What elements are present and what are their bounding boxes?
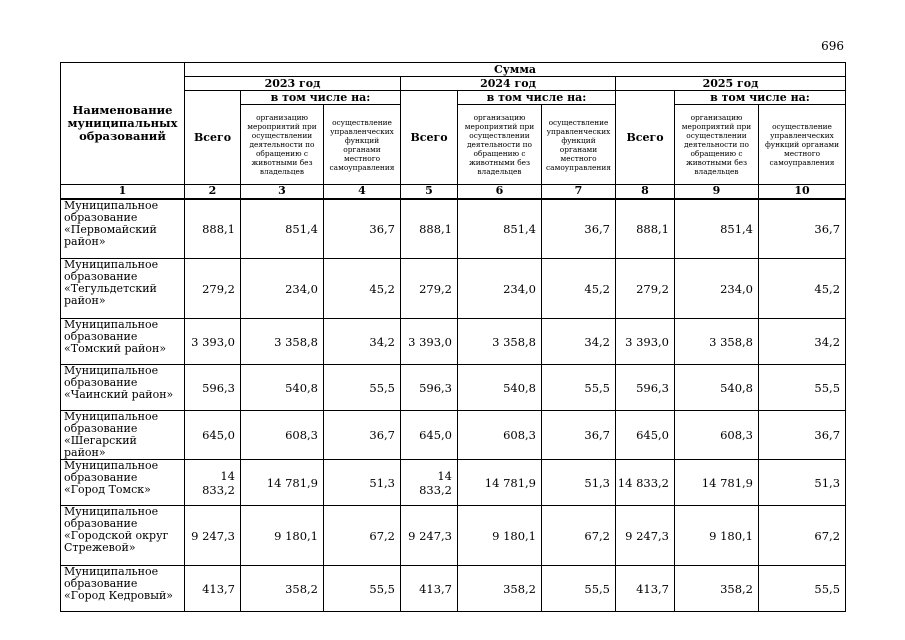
sum-header: Сумма [185,63,846,77]
amount-cell: 67,2 [542,506,616,566]
amount-cell: 851,4 [458,199,542,259]
column-number: 1 [61,185,185,199]
amount-cell: 36,7 [324,411,401,460]
amount-cell: 540,8 [241,365,324,411]
municipality-name: Муниципальное образование «Томский район» [61,319,185,365]
amount-cell: 234,0 [675,259,759,319]
amount-cell: 888,1 [401,199,458,259]
amount-cell: 645,0 [616,411,675,460]
table-row [61,566,846,612]
amount-cell: 34,2 [324,319,401,365]
subheader-management: осуществление управленческих функций органами местного самоуправления [759,105,846,185]
column-number: 9 [675,185,759,199]
table-row [61,319,846,365]
amount-cell: 851,4 [675,199,759,259]
amount-cell: 645,0 [185,411,241,460]
amount-cell: 14 781,9 [241,460,324,506]
amount-cell: 9 247,3 [401,506,458,566]
table-row [61,259,846,319]
amount-cell: 55,5 [324,566,401,612]
amount-cell: 55,5 [759,365,846,411]
amount-cell: 279,2 [185,259,241,319]
amount-cell: 358,2 [241,566,324,612]
amount-cell: 413,7 [401,566,458,612]
amount-cell: 234,0 [241,259,324,319]
amount-cell: 596,3 [616,365,675,411]
amount-cell: 3 393,0 [185,319,241,365]
including-header: в том числе на: [458,91,616,105]
amount-cell: 234,0 [458,259,542,319]
municipality-name: Муниципальное образование «Город Кедровый» [61,566,185,612]
column-number: 3 [241,185,324,199]
amount-cell: 51,3 [759,460,846,506]
amount-cell: 55,5 [324,365,401,411]
column-number: 7 [542,185,616,199]
amount-cell: 9 180,1 [675,506,759,566]
municipality-name: Муниципальное образование «Чаинский район» [61,365,185,411]
amount-cell: 9 180,1 [458,506,542,566]
amount-cell: 36,7 [542,411,616,460]
amount-cell: 34,2 [759,319,846,365]
amount-cell: 888,1 [616,199,675,259]
total-header: Всего [401,91,458,185]
municipality-name: Муниципальное образование «Городской округ Стрежевой» [61,506,185,566]
amount-cell: 45,2 [759,259,846,319]
amount-cell: 358,2 [458,566,542,612]
amount-cell: 540,8 [675,365,759,411]
municipality-name: Муниципальное образование «Шегарский район» [61,411,185,460]
municipality-name: Муниципальное образование «Тегульдетский район» [61,259,185,319]
amount-cell: 608,3 [241,411,324,460]
amount-cell: 45,2 [324,259,401,319]
amount-cell: 55,5 [759,566,846,612]
amount-cell: 540,8 [458,365,542,411]
amount-cell: 14 781,9 [675,460,759,506]
amount-cell: 3 393,0 [616,319,675,365]
amount-cell: 3 358,8 [675,319,759,365]
subheader-management: осуществление управленческих функций органами местного самоуправления [324,105,401,185]
budget-table [60,62,846,612]
amount-cell: 3 358,8 [241,319,324,365]
column-number: 2 [185,185,241,199]
including-header: в том числе на: [241,91,401,105]
year-header-2023: 2023 год [185,77,401,91]
amount-cell: 596,3 [401,365,458,411]
subheader-management: осуществление управленческих функций органами местного самоуправления [542,105,616,185]
amount-cell: 645,0 [401,411,458,460]
subheader-animals: организацию мероприятий при осуществлении деятельности по обращению с животными без владельцев [241,105,324,185]
amount-cell: 608,3 [458,411,542,460]
amount-cell: 67,2 [324,506,401,566]
name-column-header: Наименование муниципальных образований [61,63,185,185]
amount-cell: 36,7 [542,199,616,259]
column-number: 4 [324,185,401,199]
amount-cell: 14 833,2 [185,460,241,506]
table-row [61,411,846,460]
amount-cell: 14 781,9 [458,460,542,506]
municipality-name: Муниципальное образование «Город Томск» [61,460,185,506]
total-header: Всего [616,91,675,185]
table-row [61,460,846,506]
table-row [61,199,846,259]
column-number: 5 [401,185,458,199]
column-number: 10 [759,185,846,199]
amount-cell: 45,2 [542,259,616,319]
table-row [61,506,846,566]
year-header-2025: 2025 год [616,77,846,91]
amount-cell: 51,3 [542,460,616,506]
column-number: 6 [458,185,542,199]
total-header: Всего [185,91,241,185]
subheader-animals: организацию мероприятий при осуществлении деятельности по обращению с животными без владельцев [458,105,542,185]
amount-cell: 9 180,1 [241,506,324,566]
page-number: 696 [821,39,844,53]
amount-cell: 3 358,8 [458,319,542,365]
amount-cell: 608,3 [675,411,759,460]
municipality-name: Муниципальное образование «Первомайский район» [61,199,185,259]
amount-cell: 3 393,0 [401,319,458,365]
amount-cell: 34,2 [542,319,616,365]
amount-cell: 55,5 [542,365,616,411]
amount-cell: 14 833,2 [401,460,458,506]
amount-cell: 36,7 [759,411,846,460]
including-header: в том числе на: [675,91,846,105]
amount-cell: 36,7 [759,199,846,259]
amount-cell: 358,2 [675,566,759,612]
amount-cell: 596,3 [185,365,241,411]
amount-cell: 413,7 [616,566,675,612]
subheader-animals: организацию мероприятий при осуществлении деятельности по обращению с животными без владельцев [675,105,759,185]
amount-cell: 55,5 [542,566,616,612]
amount-cell: 279,2 [616,259,675,319]
amount-cell: 279,2 [401,259,458,319]
amount-cell: 36,7 [324,199,401,259]
amount-cell: 9 247,3 [185,506,241,566]
amount-cell: 888,1 [185,199,241,259]
amount-cell: 851,4 [241,199,324,259]
column-number: 8 [616,185,675,199]
amount-cell: 67,2 [759,506,846,566]
amount-cell: 9 247,3 [616,506,675,566]
table-row [61,365,846,411]
amount-cell: 51,3 [324,460,401,506]
amount-cell: 413,7 [185,566,241,612]
year-header-2024: 2024 год [401,77,616,91]
amount-cell: 14 833,2 [616,460,675,506]
